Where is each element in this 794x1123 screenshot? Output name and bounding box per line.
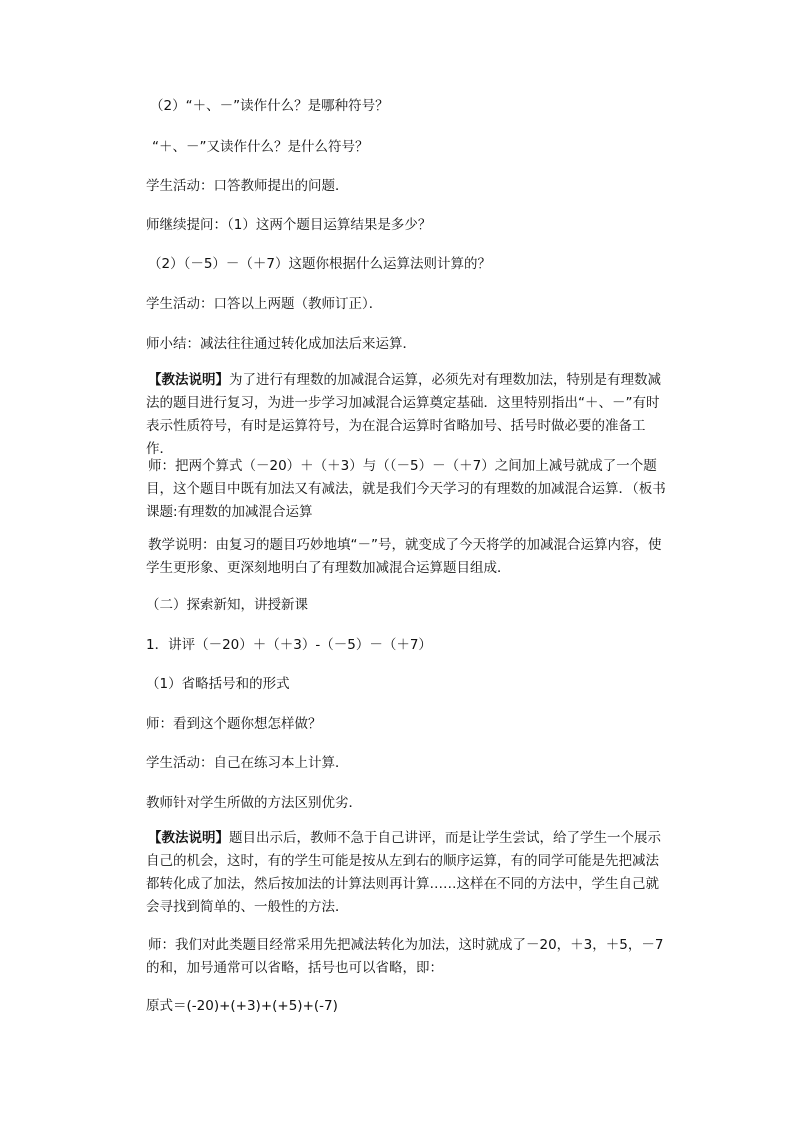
- question-line-1: （2）“＋、－”读作什么？是哪种符号？: [150, 98, 389, 114]
- question-line-2: “＋、－”又读作什么？是什么符号？: [152, 139, 369, 155]
- teacher-question: 师：看到这个题你想怎样做？: [146, 716, 322, 732]
- teaching-method-label: 【教法说明】: [148, 372, 229, 388]
- teaching-note: 教学说明：由复习的题目巧妙地填“－”号，就变成了今天将学的加减混合运算内容，使学生更形象、更深刻地明白了有理数加减混合运算题目组成．: [146, 537, 662, 576]
- student-activity-2: 学生活动：口答以上两题（教师订正）．: [146, 296, 383, 312]
- teacher-paragraph-2: 师：我们对此类题目经常采用先把减法转化为加法，这时就成了－20，＋3，＋5，－7的和，加号通常可以省略，括号也可以省略，即：: [146, 937, 664, 976]
- section-item-1: 1．讲评（－20）＋（＋3）-（－5）－（＋7）: [146, 637, 432, 653]
- teacher-summary: 师小结：减法往往通过转化成加法后来运算．: [146, 336, 416, 352]
- student-activity-3: 学生活动：自己在练习本上计算．: [146, 755, 349, 771]
- section-heading: （二）探索新知，讲授新课: [146, 597, 308, 613]
- teacher-paragraph: 师：把两个算式（－20）＋（＋3）与（（－5）－（＋7）之间加上减号就成了一个题目，这个题目中既有加法又有减法，就是我们今天学习的有理数的加减混合运算．（板书课题:有理数的加减混合运算: [146, 458, 666, 520]
- teacher-evaluation: 教师针对学生所做的方法区别优劣．: [146, 795, 362, 811]
- teaching-method-text-2: 题目出示后，教师不急于自己讲评，而是让学生尝试，给了学生一个展示自己的机会，这时，有的学生可能是按从左到右的顺序运算，有的同学可能是先把减法都转化成了加法，然后按加法的计算法则再计算……这样在不同的方法中，学生自己就会寻找到简单的、一般性的方法．: [146, 830, 661, 915]
- formula-line: 原式＝(-20)+(+3)+(+5)+(-7): [146, 998, 338, 1014]
- teaching-method-note-2: [146, 827, 662, 919]
- section-subitem-1: （1）省略括号和的形式: [146, 676, 290, 692]
- student-activity-1: 学生活动：口答教师提出的问题．: [146, 178, 349, 194]
- teaching-method-label-2: 【教法说明】: [148, 830, 229, 846]
- teaching-method-note-1: [146, 369, 662, 461]
- teacher-question-line: 师继续提问：（1）这两个题目运算结果是多少？: [146, 217, 432, 233]
- teaching-method-text: 为了进行有理数的加减混合运算，必须先对有理数加法，特别是有理数减法的题目进行复习，为进一步学习加减混合运算奠定基础．这里特别指出“＋、－”有时表示性质符号，有时是运算符号，为在混合运算时省略加号、括号时做必要的准备工作．: [146, 372, 661, 457]
- question-line-3: （2）（－5）－（＋7）这题你根据什么运算法则计算的？: [148, 256, 492, 272]
